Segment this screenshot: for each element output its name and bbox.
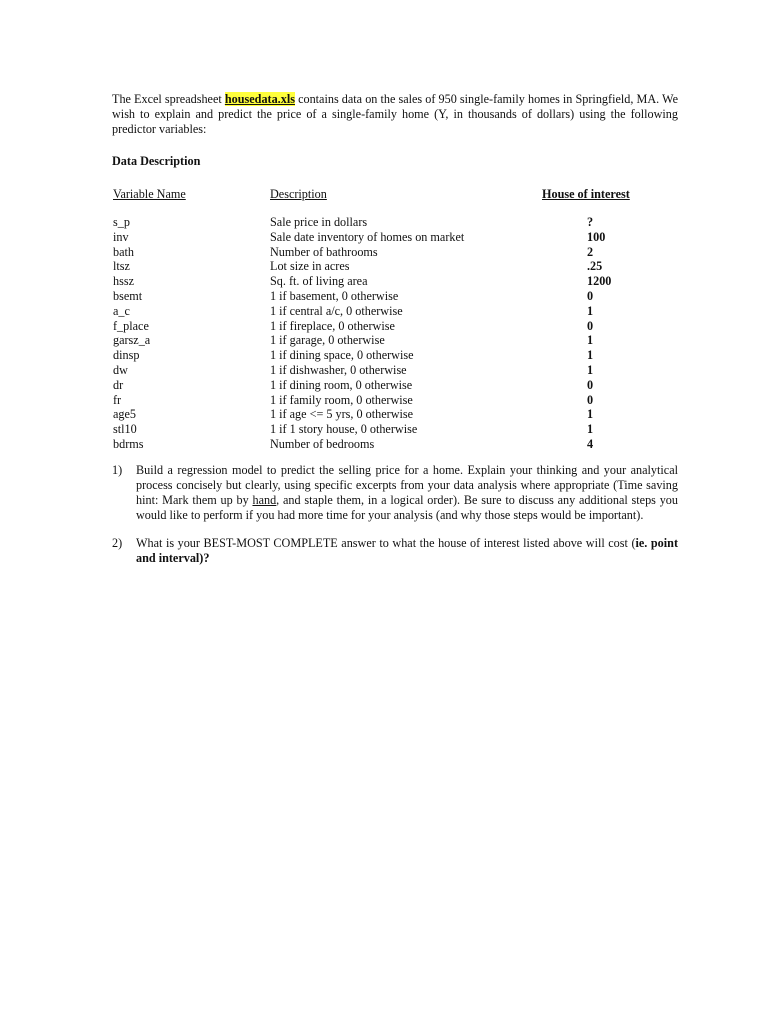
description-cell: 1 if basement, 0 otherwise [270,288,399,303]
house-value-cell: 0 [587,392,594,407]
description-cell: Sq. ft. of living area [270,274,368,289]
table-row [112,422,678,437]
question-1 [112,463,678,523]
question-1-underlined: hand [252,492,277,507]
variable-name-cell: garsz_a [113,333,151,348]
question-2-bold: ie. point and interval)? [136,535,679,565]
description-cell: 1 if fireplace, 0 otherwise [270,318,395,333]
house-value-cell: .25 [587,259,603,274]
description-cell: Sale price in dollars [270,215,368,229]
table-row [112,230,678,245]
house-value-cell: 4 [587,436,594,451]
description-cell: 1 if age <= 5 yrs, 0 otherwise [270,407,414,422]
table-row [112,363,678,378]
intro-text-before: The Excel spreadsheet [112,92,225,106]
description-cell: 1 if garage, 0 otherwise [270,333,385,348]
variable-name-cell: f_place [113,318,149,333]
description-cell: 1 if 1 story house, 0 otherwise [270,422,418,437]
description-cell: 1 if central a/c, 0 otherwise [270,303,403,318]
house-value-cell: 100 [587,229,606,244]
question-1-number: 1) [112,462,123,477]
table-row [112,304,678,319]
header-description: Description [270,187,327,201]
table-row [112,333,678,348]
house-value-cell: 1 [587,362,594,377]
house-value-cell: 1 [587,333,594,348]
variable-name-cell: bath [113,244,134,259]
table-header [112,187,678,203]
highlighted-filename: housedata.xls [224,92,295,106]
table-row [112,348,678,363]
table-row [112,274,678,289]
header-house-of-interest: House of interest [542,187,630,201]
variable-name-cell: dinsp [113,348,140,363]
description-cell: 1 if family room, 0 otherwise [270,392,413,407]
document-page [112,92,678,579]
house-value-cell: 1 [587,407,594,422]
description-cell: 1 if dishwasher, 0 otherwise [270,362,407,377]
house-value-cell: 0 [587,377,594,392]
variable-name-cell: bdrms [113,436,144,451]
description-cell: Number of bedrooms [270,436,375,451]
house-value-cell: 1 [587,348,594,363]
table-row [112,215,678,230]
house-value-cell: 1 [587,303,594,318]
house-value-cell: 0 [587,288,594,303]
question-2-number: 2) [112,535,123,550]
question-2-text-a: What is your BEST-MOST COMPLETE answer to what the house of interest listed above will cost ( [136,535,636,550]
variable-name-cell: inv [113,229,129,244]
description-cell: Number of bathrooms [270,244,378,259]
data-description-table [112,187,678,452]
section-title: Data Description [112,154,201,168]
table-row [112,437,678,452]
house-value-cell: 2 [587,244,594,259]
intro-paragraph [112,92,678,137]
variable-name-cell: age5 [113,407,137,422]
table-row [112,319,678,334]
table-row [112,378,678,393]
variable-name-cell: dr [113,377,124,392]
table-row [112,393,678,408]
variable-name-cell: fr [113,392,122,407]
house-value-cell: 1 [587,422,594,437]
description-cell: 1 if dining space, 0 otherwise [270,348,414,363]
table-row [112,245,678,260]
question-2 [112,536,678,566]
table-row [112,289,678,304]
table-row [112,259,678,274]
house-value-cell: 1200 [587,274,612,289]
variable-name-cell: stl10 [113,422,137,437]
variable-name-cell: bsemt [113,288,143,303]
variable-name-cell: ltsz [113,259,130,274]
question-1-text-b: , and staple them, in a logical order). Be sure to discuss any additional steps you would like to perform if you had more time for your analysis (and why those steps would be important). [136,492,678,522]
questions-list [112,463,678,566]
description-cell: Lot size in acres [270,259,350,274]
variable-name-cell: a_c [113,303,130,318]
question-1-text-a: Build a regression model to predict the selling price for a home. Explain your thinking and your analytical process concisely but clearly, using specific excerpts from your data analysis where appropriate (Time saving hint: Mark them up by [136,462,678,507]
header-variable-name: Variable Name [113,187,186,201]
variable-name-cell: dw [113,362,128,377]
house-value-cell: ? [587,215,594,229]
table-row [112,407,678,422]
variable-name-cell: hssz [113,274,134,289]
variable-name-cell: s_p [113,215,130,229]
house-value-cell: 0 [587,318,594,333]
description-cell: Sale date inventory of homes on market [270,229,465,244]
table-body [112,215,678,452]
description-cell: 1 if dining room, 0 otherwise [270,377,413,392]
intro-text-after: contains data on the sales of 950 single-family homes in Springfield, MA. We wish to explain and predict the price of a single-family home (Y, in thousands of dollars) using the following predictor variables: [112,92,678,136]
